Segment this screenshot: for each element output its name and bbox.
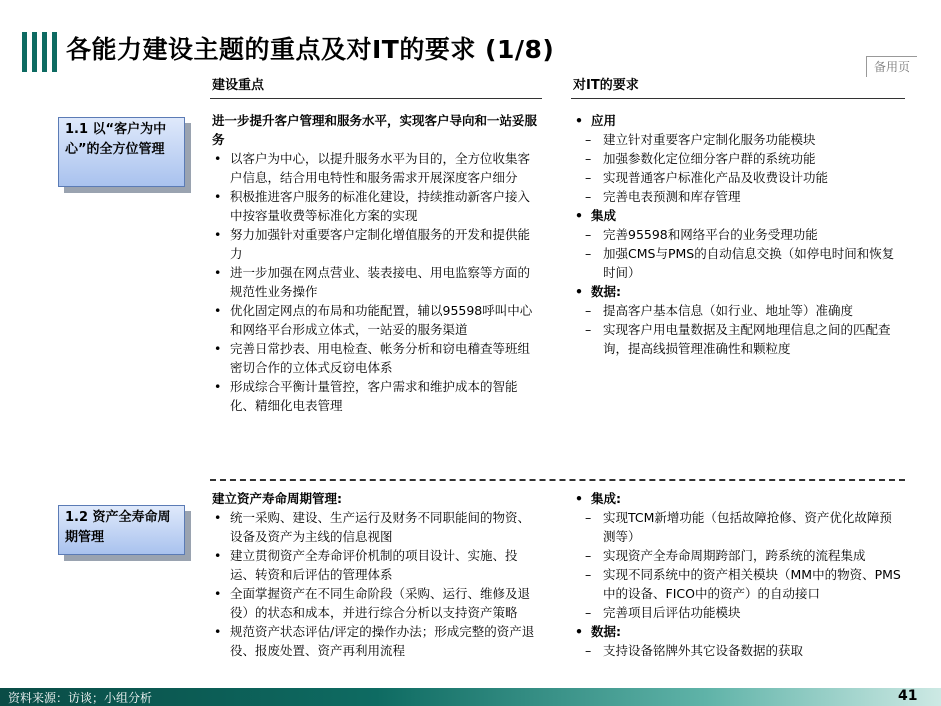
section1-requirement: – 完善电表预测和库存管理 <box>573 187 903 206</box>
section1-requirement: – 实现普通客户标准化产品及收费设计功能 <box>573 168 903 187</box>
section1-label-box: 1.1 以“客户为中心”的全方位管理 <box>58 117 185 187</box>
section1-left-heading: 进一步提升客户管理和服务水平，实现客户导向和一站妥服务 <box>212 113 538 147</box>
page-title: 各能力建设主题的重点及对IT的要求 (1/8) <box>66 35 555 64</box>
section2-left-column <box>212 489 542 660</box>
page-number: 41 <box>898 688 918 704</box>
section1-requirement: – 加强CMS与PMS的自动信息交换（如停电时间和恢复时间） <box>573 244 903 282</box>
section1-requirement: – 提高客户基本信息（如行业、地址等）准确度 <box>573 301 903 320</box>
section1-left-column <box>212 111 542 415</box>
section1-right-column <box>573 111 903 358</box>
section2-group-label: • 集成: <box>573 489 903 508</box>
section1-bullet: • 形成综合平衡计量管控，客户需求和维护成本的智能化、精细化电表管理 <box>212 377 542 415</box>
section2-bullet: • 建立贯彻资产全寿命评价机制的项目设计、实施、投运、转资和后评估的管理体系 <box>212 546 542 584</box>
logo-bars-icon <box>22 32 58 72</box>
section2-requirement: – 完善项目后评估功能模块 <box>573 603 903 622</box>
left-heading-rule <box>210 98 542 99</box>
section1-requirement: – 加强参数化定位细分客户群的系统功能 <box>573 149 903 168</box>
section2-requirement: – 实现TCM新增功能（包括故障抢修、资产优化故障预测等） <box>573 508 903 546</box>
section1-bullet: • 优化固定网点的布局和功能配置，辅以95598呼叫中心和网络平台形成立体式，一站妥的服务渠道 <box>212 301 542 339</box>
section2-requirement: – 实现资产全寿命周期跨部门，跨系统的流程集成 <box>573 546 903 565</box>
left-column-heading: 建设重点 <box>212 78 265 93</box>
section1-bullet: • 努力加强针对重要客户定制化增值服务的开发和提供能力 <box>212 225 542 263</box>
section2-right-column <box>573 489 903 660</box>
backup-page-label: 备用页 <box>866 56 917 77</box>
section1-bullet: • 完善日常抄表、用电检查、帐务分析和窃电稽查等班组密切合作的立体式反窃电体系 <box>212 339 542 377</box>
section2-left-heading: 建立资产寿命周期管理: <box>212 491 342 506</box>
section1-requirement: – 实现客户用电量数据及主配网地理信息之间的匹配查询，提高线损管理准确性和颗粒度 <box>573 320 903 358</box>
section1-bullet: • 以客户为中心，以提升服务水平为目的，全方位收集客户信息，结合用电特性和服务需求开展深度客户细分 <box>212 149 542 187</box>
section-divider <box>210 479 905 481</box>
right-column-heading: 对IT的要求 <box>573 78 639 93</box>
section1-bullet: • 进一步加强在网点营业、装表接电、用电监察等方面的规范性业务操作 <box>212 263 542 301</box>
section2-group-label: • 数据: <box>573 622 903 641</box>
section1-requirement: – 完善95598和网络平台的业务受理功能 <box>573 225 903 244</box>
section2-requirement: – 实现不同系统中的资产相关模块（MM中的物资、PMS中的设备、FICO中的资产）的自动接口 <box>573 565 903 603</box>
section2-requirement: – 支持设备铭牌外其它设备数据的获取 <box>573 641 903 660</box>
section2-bullet: • 统一采购、建设、生产运行及财务不同职能间的物资、设备及资产为主线的信息视图 <box>212 508 542 546</box>
section2-label-box: 1.2 资产全寿命周期管理 <box>58 505 185 555</box>
source-note: 资料来源：访谈；小组分析 <box>8 691 153 705</box>
section2-bullet: • 规范资产状态评估/评定的操作办法；形成完整的资产退役、报废处置、资产再利用流程 <box>212 622 542 660</box>
section2-bullet: • 全面掌握资产在不同生命阶段（采购、运行、维修及退役）的状态和成本，并进行综合分析以支持资产策略 <box>212 584 542 622</box>
section1-group-label: • 应用 <box>573 111 903 130</box>
section1-group-label: • 数据: <box>573 282 903 301</box>
right-heading-rule <box>571 98 905 99</box>
section1-group-label: • 集成 <box>573 206 903 225</box>
section1-bullet: • 积极推进客户服务的标准化建设，持续推动新客户接入中按容量收费等标准化方案的实现 <box>212 187 542 225</box>
section1-requirement: – 建立针对重要客户定制化服务功能模块 <box>573 130 903 149</box>
